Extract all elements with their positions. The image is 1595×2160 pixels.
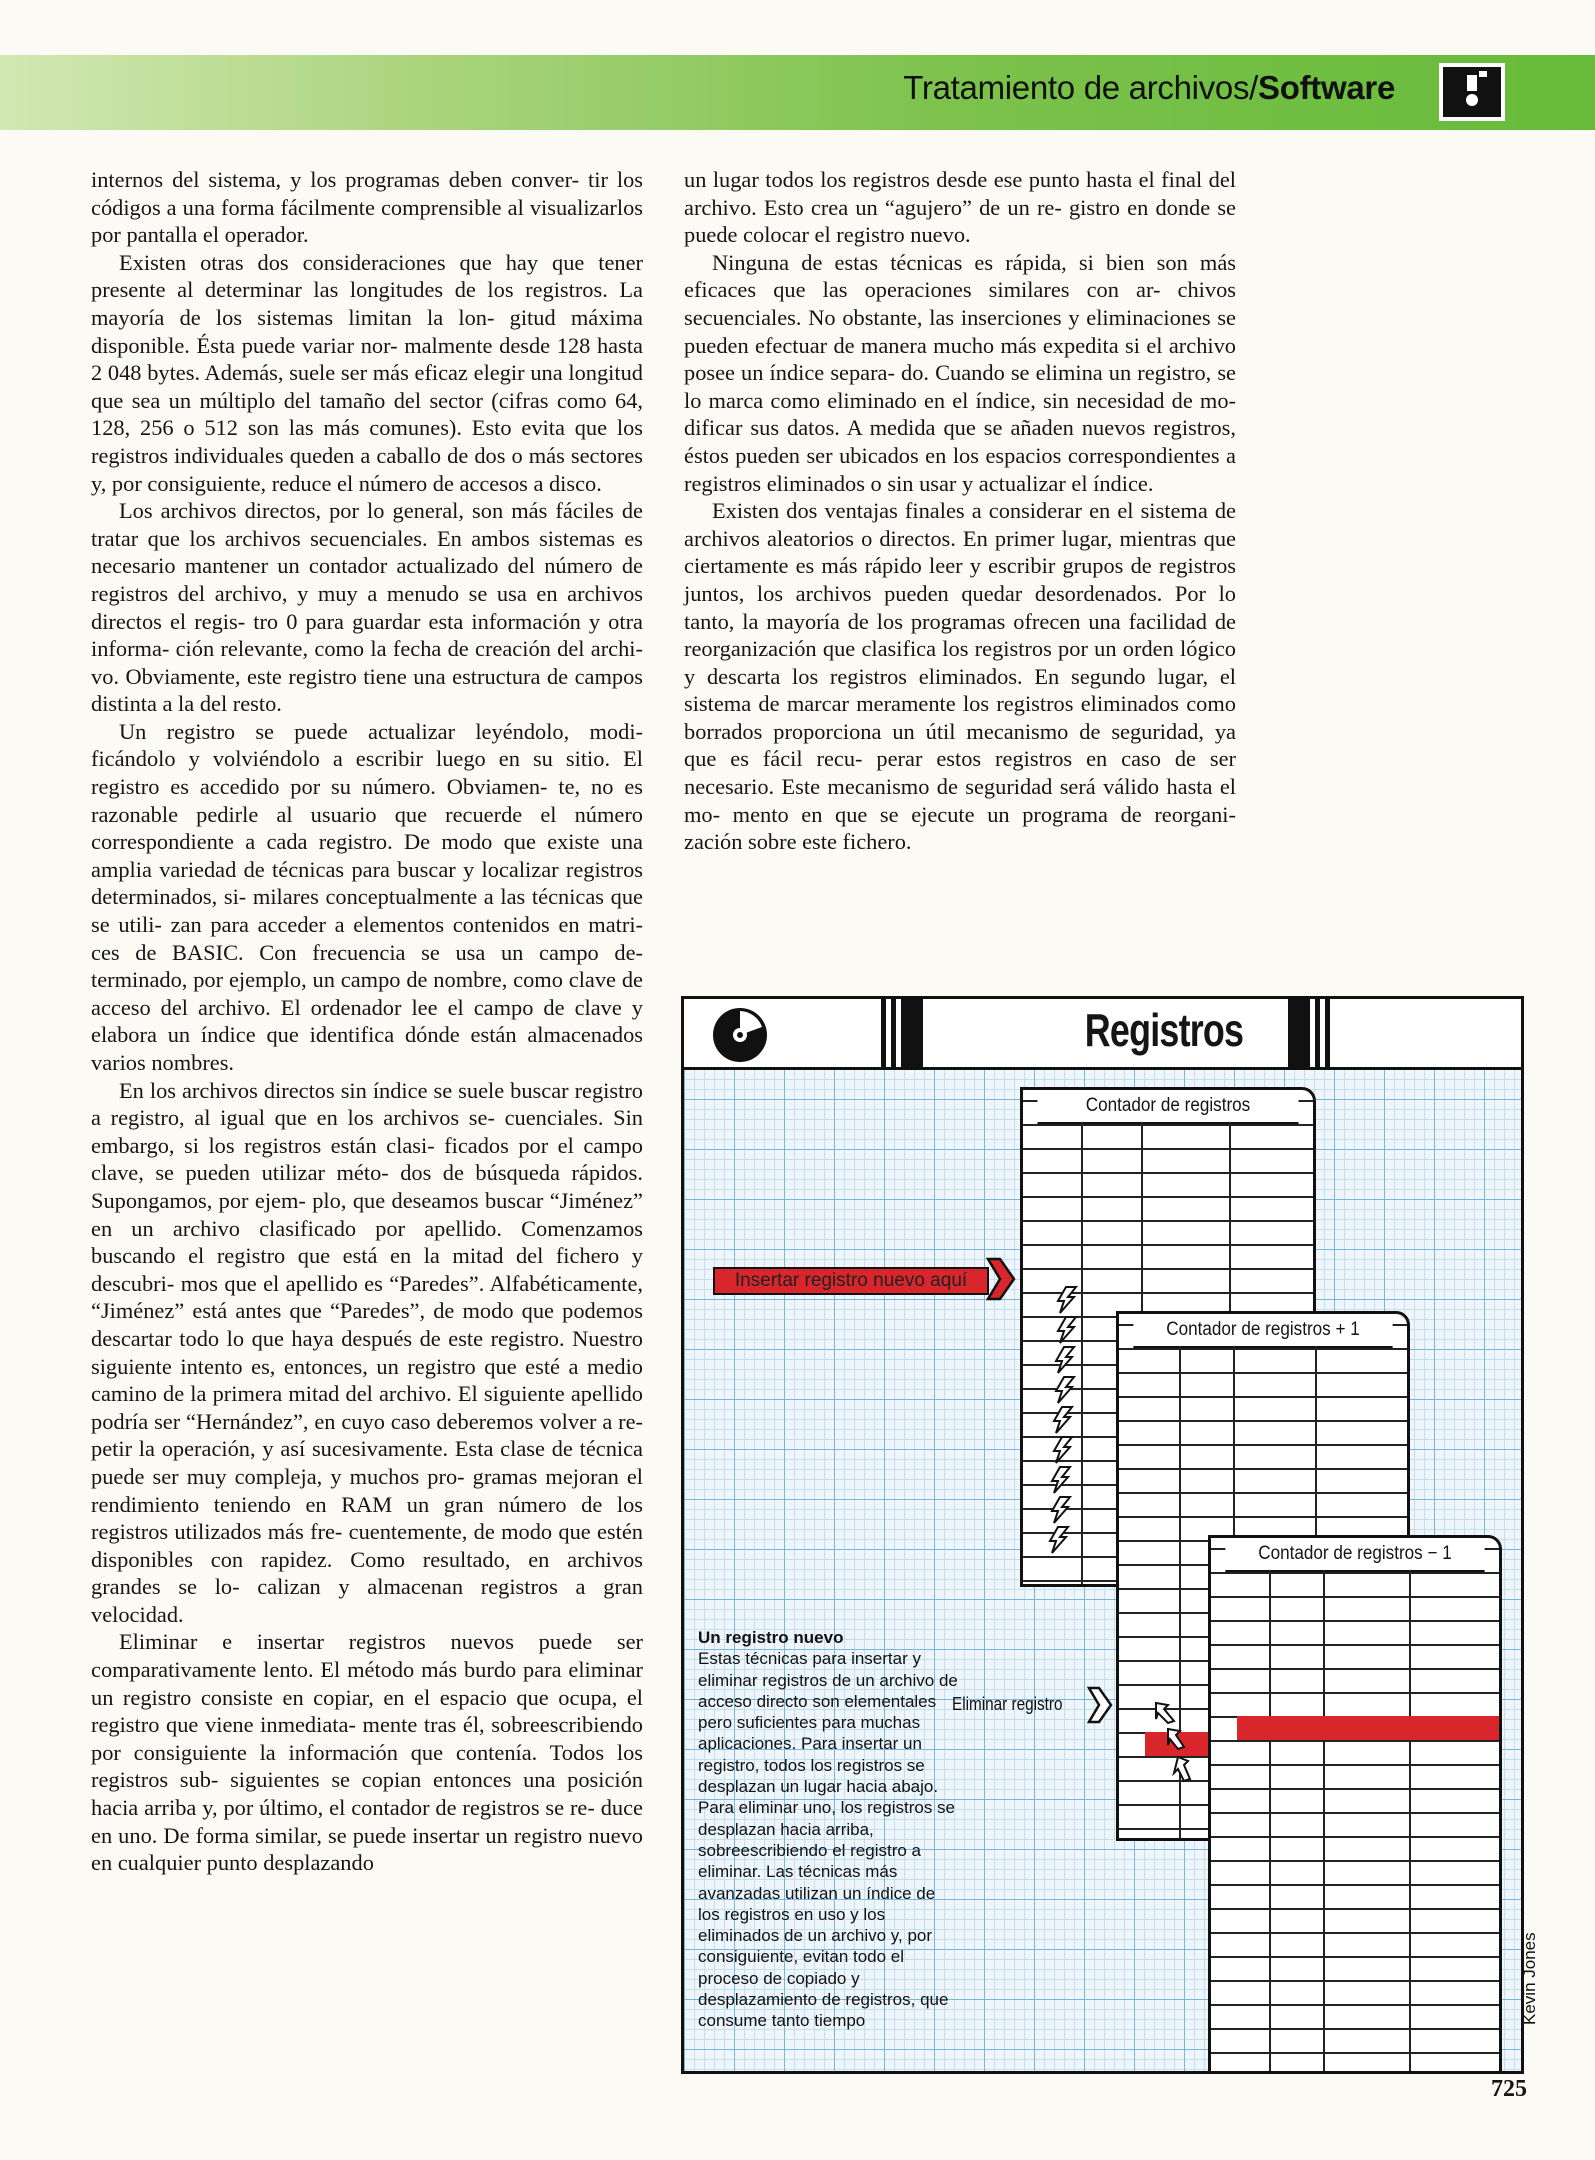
floppy-disk-badge-icon — [1439, 63, 1505, 121]
paragraph: En los archivos directos sin índice se suele buscar registro a registro, al igual que en los archivos se- cuenciales. Sin embargo, si los registros están clasi- ficados por el campo clave, se pueden utilizar méto- dos de búsqueda rápidos. Supongamos, por ejem- plo, que deseamos buscar “Jiménez” en un archivo clasificado por apellido. Comenzamos buscando el registro que está en la mitad del fichero y descubri- mos que el apellido es “Paredes”. Alfabéticamente, “Jiménez” está antes que “Paredes”, de modo que podemos descartar todo lo que haya después de este registro. Nuestro siguiente intento es, entonces, un registro que esté a medio camino de la primera mitad del archivo. El siguiente apellido podría ser “Hernández”, en cuyo caso deberemos volver a re- petir la operación, y así sucesivamente. Esta clase de técnica puede ser muy compleja, y muchos pro- gramas mejoran el rendimiento teniendo en RAM un gran número de los registros utilizados más fre- cuentemente, de modo que estén disponibles con rapidez. Como resultado, en archivos grandes se lo- calizan y almacenan registros a gran velocidad. — [91, 1077, 643, 1627]
registros-figure — [681, 996, 1524, 2074]
figure-header — [684, 999, 1521, 1070]
decorative-bars-icon — [877, 999, 927, 1067]
shift-down-arrows-icon — [1046, 1283, 1086, 1563]
paragraph: Existen otras dos consideraciones que hay que tener presente al determinar las longitudes de los registros. La mayoría de los sistemas limitan la lon- gitud máxima disponible. Ésta puede variar nor- malmente desde 128 hasta 2 048 bytes. Además, suele ser más eficaz elegir una longitud que sea un múltiplo del tamaño del sector (cifras como 64, 128, 256 o 512 son las más comunes). Esto evita que los registros individuales queden a caballo de dos o más sectores y, por consiguiente, reduce el número de accesos a disco. — [91, 249, 643, 496]
table-caption: Contador de registros — [1038, 1090, 1299, 1124]
arrow-right-icon — [1087, 1684, 1113, 1726]
paragraph: Los archivos directos, por lo general, son más fáciles de tratar que los archivos secuenciales. En ambos sistemas es necesario mantener un contador actualizado del número de registros del archivo, y muy a menudo se usa en archivos directos el regis- tro 0 para guardar esta información y otra informa- ción relevante, como la fecha de creación del archi- vo. Obviamente, este registro tiene una estructura de campos distinta a la del resto. — [91, 498, 643, 717]
table-caption: Contador de registros − 1 — [1225, 1538, 1484, 1572]
illustrator-credit: Kevin Jones — [1520, 1932, 1539, 2025]
paragraph: un lugar todos los registros desde ese punto hasta el final del archivo. Esto crea un “agujero” de un re- gistro en donde se puede colocar el registro nuevo. — [684, 167, 1236, 248]
right-text-column — [684, 166, 1236, 856]
table-caption: Contador de registros + 1 — [1133, 1314, 1392, 1348]
insert-record-label: Insertar registro nuevo aquí — [713, 1267, 989, 1295]
compact-disc-icon — [710, 1005, 770, 1065]
section-title: Tratamiento de archivos/Software — [903, 69, 1395, 106]
page-number: 725 — [1491, 2076, 1527, 2102]
figure-caption — [698, 1627, 958, 2032]
arrow-right-icon — [986, 1255, 1016, 1303]
record-table-deleted — [1208, 1535, 1502, 2074]
caption-title: Un registro nuevo — [698, 1628, 844, 1647]
caption-body: Estas técnicas para insertar y eliminar registros de un archivo de acceso directo son elementales pero suficientes para muchas aplicaciones. Para insertar un registro, todos los registros se desplazan un lugar hacia abajo. Para eliminar uno, los registros se desplazan hacia arriba, sobreescribiendo el registro a eliminar. Las técnicas más avanzadas utilizan un índice de los registros en uso y los eliminados de un archivo y, por consiguiente, evitan todo el proceso de copiado y desplazamiento de registros, que consume tanto tiempo — [698, 1649, 958, 2031]
decorative-bars-icon — [1284, 999, 1334, 1067]
left-text-column — [91, 166, 643, 1877]
paragraph: Eliminar e insertar registros nuevos puede ser comparativamente lento. El método más burdo para eliminar un registro consiste en copiar, en el espacio que ocupa, el registro que viene inmediata- mente tras él, sobreescribiendo por consiguiente la información que contenía. Todos los registros sub- siguientes se copian entonces una posición hacia arriba y, por último, el contador de registros se re- duce en uno. De forma similar, se puede insertar un registro nuevo en cualquier punto desplazando — [91, 1629, 643, 1876]
figure-title: Registros — [1084, 1004, 1244, 1056]
paragraph: Existen dos ventajas finales a considerar en el sistema de archivos aleatorios o directos. En primer lugar, mientras que ciertamente es más rápido leer y escribir grupos de registros juntos, los archivos pueden quedar desordenados. Por lo tanto, la mayoría de los programas ofrecen una facilidad de reorganización que clasifica los registros por un orden lógico y descarta los registros eliminados. En segundo lugar, el sistema de marcar meramente los registros eliminados como borrados proporciona un útil mecanismo de seguridad, ya que es fácil recu- perar estos registros en caso de ser necesario. Este mecanismo de seguridad será válido hasta el mo- mento en que se ejecute un programa de reorgani- zación sobre este fichero. — [684, 498, 1236, 855]
shift-up-arrows-icon — [1152, 1699, 1202, 1789]
delete-record-label: Eliminar registro — [952, 1694, 1063, 1714]
deleted-record-row — [1237, 1716, 1499, 1740]
section-header-bar — [0, 55, 1595, 130]
paragraph: Ninguna de estas técnicas es rápida, si bien son más eficaces que las operaciones similares con ar- chivos secuenciales. No obstante, las inserciones y eliminaciones se pueden efectuar de manera mucho más expedita si el archivo posee un índice separa- do. Cuando se elimina un registro, se lo marca como eliminado en el índice, sin necesidad de mo- dificar sus datos. A medida que se añaden nuevos registros, éstos pueden ser ubicados en los espacios correspondientes a registros eliminados o sin usar y actualizar el índice. — [684, 249, 1236, 496]
paragraph: Un registro se puede actualizar leyéndolo, modi- ficándolo y volviéndolo a escribir luego en su sitio. El registro es accedido por su número. Obviamen- te, no es razonable pedirle al usuario que recuerde el número correspondiente a cada registro. De modo que existe una amplia variedad de técnicas para buscar y localizar registros determinados, si- milares conceptualmente a las técnicas que se utili- zan para acceder a elementos contenidos en matri- ces de BASIC. Con frecuencia se usa un campo de- terminado, por ejemplo, un campo de nombre, como clave de acceso del archivo. El ordenador lee el campo de clave y elabora un índice que identifica dónde están almacenados varios nombres. — [91, 718, 643, 1075]
paragraph: internos del sistema, y los programas deben conver- tir los códigos a una forma fácilmente comprensible al visualizarlos por pantalla el operador. — [91, 167, 643, 248]
